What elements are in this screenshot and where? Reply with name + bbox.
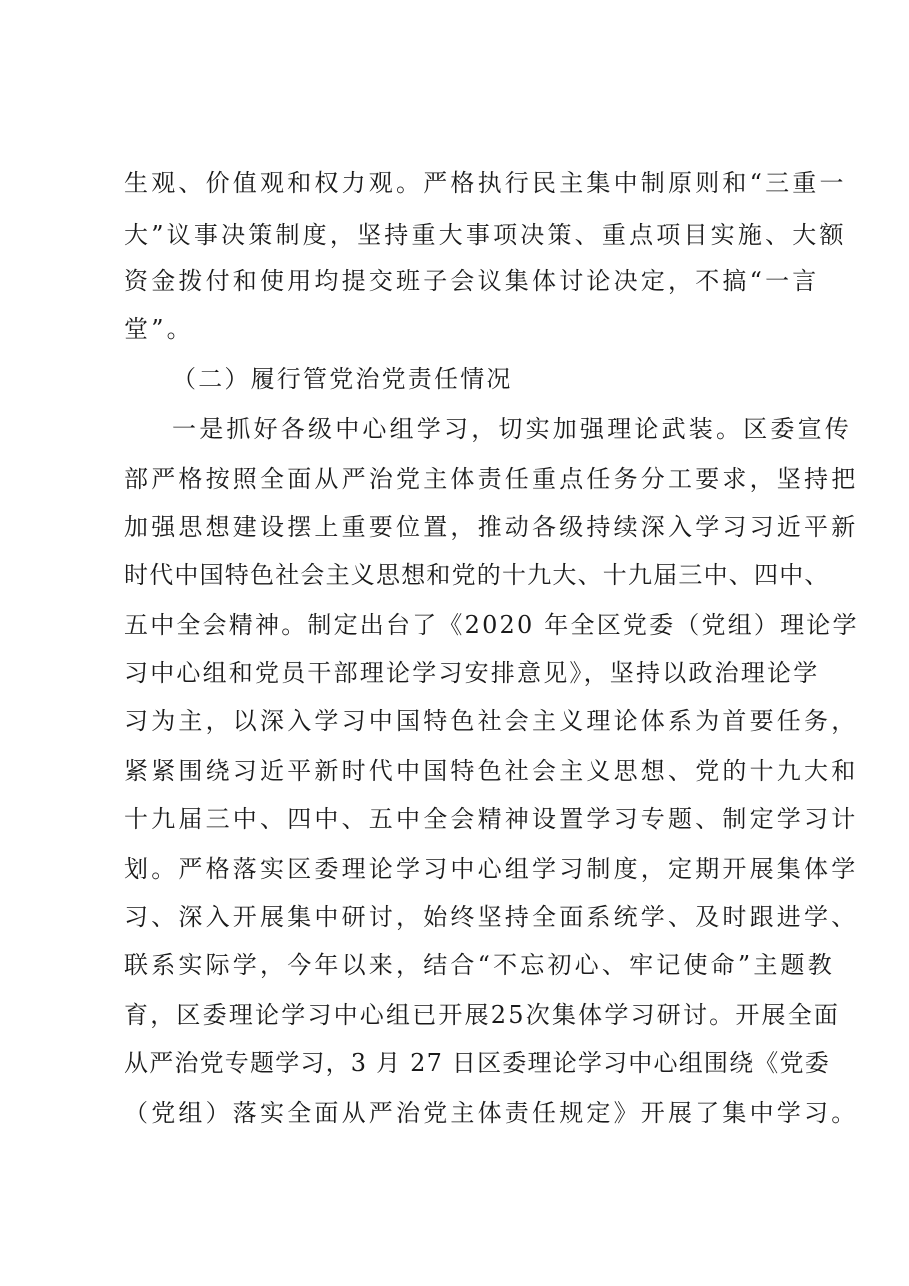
text-line: 一是抓好各级中心组学习，切实加强理论武装。区委宣传 [172,415,852,443]
text-line: 十九届三中、四中、五中全会精神设置学习专题、制定学习计 [124,805,859,833]
text-line: 大”议事决策制度，坚持重大事项决策、重点项目实施、大额 [124,221,847,249]
text-line: 育，区委理论学习中心组已开展25次集体学习研讨。开展全面 [124,1001,841,1029]
text-line: 部严格按照全面从严治党主体责任重点任务分工要求，坚持把 [124,465,859,493]
text-line: 习、深入开展集中研讨，始终坚持全面系统学、及时跟进学、 [124,903,859,931]
text-line: 时代中国特色社会主义思想和党的十九大、十九届三中、四中、 [124,561,830,589]
text-line: 从严治党专题学习，3 月 27 日区委理论学习中心组围绕《党委 [124,1049,830,1077]
text-line: 习为主，以深入学习中国特色社会主义理论体系为首要任务， [124,707,859,735]
text-line: 联系实际学，今年以来，结合“不忘初心、牢记使命”主题教 [124,951,835,979]
text-line: 加强思想建设摆上重要位置，推动各级持续深入学习习近平新 [124,513,859,541]
text-line: 资金拨付和使用均提交班子会议集体讨论决定，不搞“一言 [124,267,820,295]
text-line: 习中心组和党员干部理论学习安排意见》，坚持以政治理论学 [124,659,820,687]
text-line: 紧紧围绕习近平新时代中国特色社会主义思想、党的十九大和 [124,757,859,785]
text-line: 五中全会精神。制定出台了《2020 年全区党委（党组）理论学 [124,611,859,639]
text-line: 生观、价值观和权力观。严格执行民主集中制原则和“三重一 [124,169,847,197]
text-line: 堂”。 [124,315,194,343]
text-line: （党组）落实全面从严治党主体责任规定》开展了集中学习。 [124,1099,859,1127]
text-line: 划。严格落实区委理论学习中心组学习制度，定期开展集体学 [124,855,859,883]
section-heading: （二）履行管党治党责任情况 [172,365,513,393]
